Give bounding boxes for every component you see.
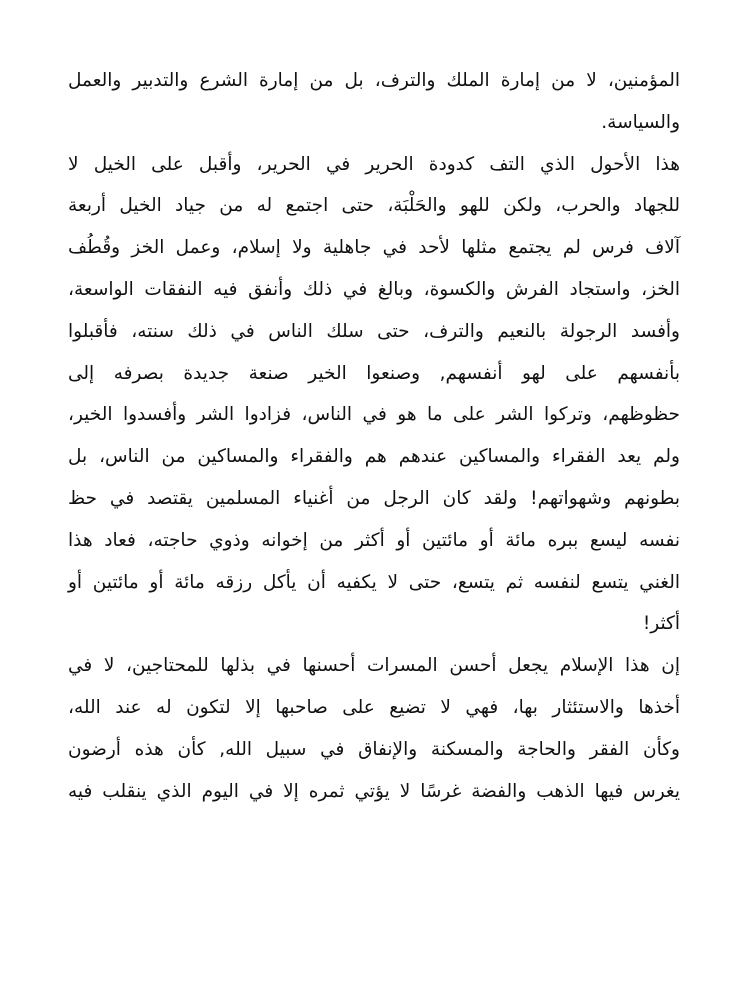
text-line-13: الغني يتسع لنفسه ثم يتسع، حتى لا يكفيه أن يأكل رزقه مائة أو مائتين أو [68, 571, 680, 593]
text-line-4: للجهاد والحرب، ولكن للهو والحَلْبَة، حتى اجتمع له من جياد الخيل أربعة [68, 195, 680, 217]
text-line-1: المؤمنين، لا من إمارة الملك والترف، بل من إمارة الشرع والتدبير والعمل [68, 70, 680, 91]
text-line-2: والسياسة. [601, 111, 680, 133]
body-text [68, 60, 680, 812]
text-line-6: الخز، واستجاد الفرش والكسوة، وبالغ في ذلك وأنفق فيه النفقات الواسعة، [68, 278, 680, 300]
text-line-9: حظوظهم، وتركوا الشر على ما هو في الناس، فزادوا الشر وأفسدوا الخير، [68, 404, 680, 426]
text-line-12: نفسه ليسع ببره مائة أو مائتين أو أكثر من إخوانه وذوي حاجته، فعاد هذا [68, 529, 680, 551]
text-line-16: أخذها والاستئثار بها، فهي لا تضيع على صاحبها إلا لتكون له عند الله، [68, 696, 680, 718]
text-line-3: هذا الأحول الذي التف كدودة الحرير في الحرير، وأقبل على الخيل لا [68, 153, 680, 175]
text-line-11: بطونهم وشهواتهم! ولقد كان الرجل من أغنياء المسلمين يقتصد في حظ [68, 487, 680, 509]
text-line-10: ولم يعد الفقراء والمساكين عندهم هم والفقراء والمساكين من الناس، بل [68, 446, 680, 468]
text-line-15: إن هذا الإسلام يجعل أحسن المسرات أحسنها في بذلها للمحتاجين، لا في [68, 655, 680, 677]
text-line-5: آلاف فرس لم يجتمع مثلها لأحد في جاهلية ولا إسلام، وعمل الخز وقُطُف [68, 237, 680, 259]
text-line-8: بأنفسهم على لهو أنفسهم, وصنعوا الخير صنعة جديدة بصرفه إلى [68, 362, 680, 384]
text-line-14: أكثر! [642, 613, 680, 635]
text-line-18: يغرس فيها الذهب والفضة غرسًا لا يؤتي ثمره إلا في اليوم الذي ينقلب فيه [68, 780, 680, 802]
text-line-17: وكأن الفقر والحاجة والمسكنة والإنفاق في سبيل الله, كأن هذه أرضون [68, 738, 680, 760]
text-line-7: وأفسد الرجولة بالنعيم والترف، حتى سلك الناس في ذلك سنته، فأقبلوا [68, 320, 680, 342]
